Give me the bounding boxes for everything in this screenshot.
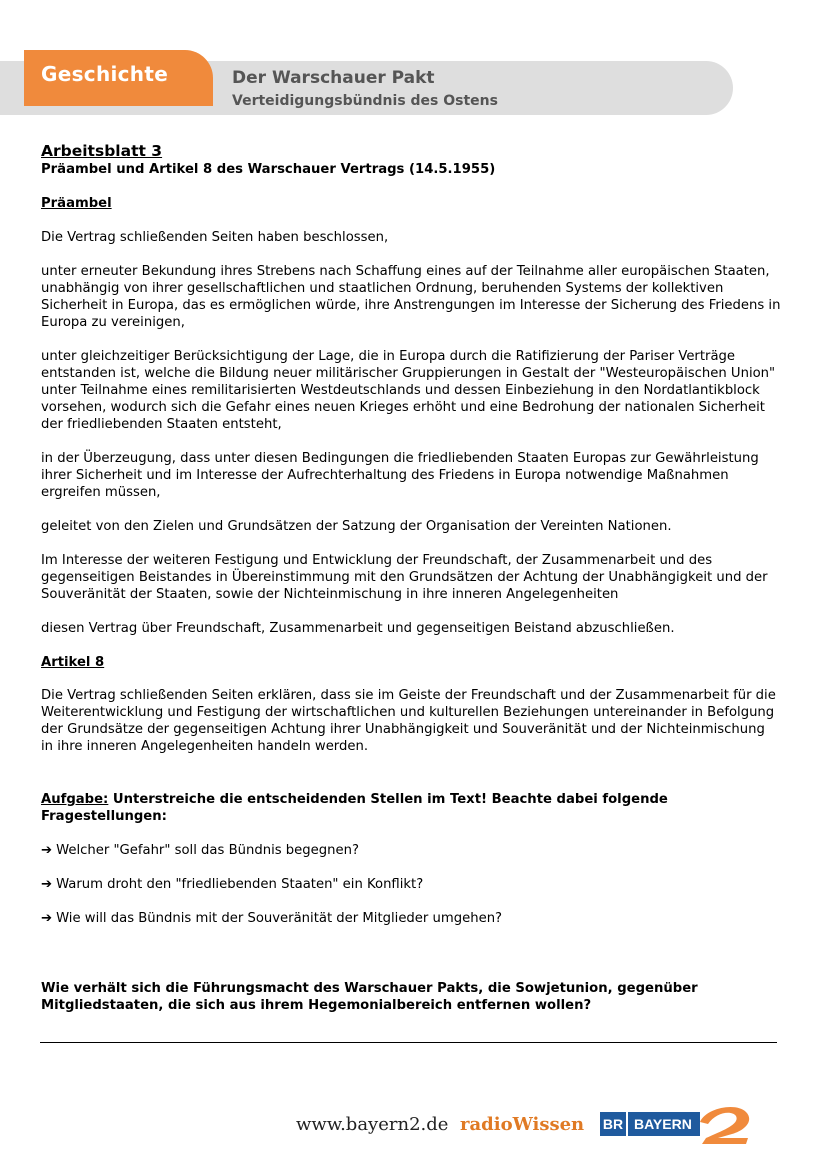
question-item [41, 910, 781, 927]
task-text: Unterstreiche die entscheidenden Stellen im Text! Beachte dabei folgende Fragestellungen: [41, 792, 668, 824]
preamble-paragraph: Im Interesse der weiteren Festigung und Entwicklung der Freundschaft, der Zusammenarbeit und des gegenseitigen Beistandes in Übereinstimmung mit den Grundsätzen der Achtung der Unabhängigkeit und der Souveränität der Staaten, sowie der Nichteinmischung in ihre inneren Angelegenheiten [41, 553, 768, 602]
task-block [41, 791, 781, 825]
question-text: Welcher "Gefahr" soll das Bündnis begegnen? [56, 843, 359, 858]
preamble-paragraph: in der Überzeugung, dass unter diesen Bedingungen die friedliebenden Staaten Europas zur Gewährleistung ihrer Sicherheit und im Interesse der Aufrechterhaltung des Friedens in Europa notwendige Maßnahmen ergreifen müssen, [41, 451, 759, 500]
preamble-paragraph: unter erneuter Bekundung ihres Strebens nach Schaffung eines auf der Teilnahme aller europäischen Staaten, unabhängig von ihrer gesellschaftlichen und staatlichen Ordnung, beruhenden Systems der kollektiven Sicherheit in Europa, das es ermöglichen würde, ihre Anstrengungen im Interesse der Sicherung des Friedens in Europa zu vereinigen, [41, 264, 781, 330]
arrow-right-icon: ➔ [41, 843, 53, 858]
question-text: Wie will das Bündnis mit der Souveränität der Mitglieder umgehen? [56, 911, 503, 926]
page-subtitle: Verteidigungsbündnis des Ostens [232, 93, 498, 109]
number-two-logo-icon [696, 1104, 754, 1144]
worksheet-title: Arbeitsblatt 3 [41, 142, 163, 160]
arrow-right-icon: ➔ [41, 877, 53, 892]
question-item [41, 876, 781, 893]
preamble-paragraph: diesen Vertrag über Freundschaft, Zusammenarbeit und gegenseitigen Beistand abzuschließen. [41, 621, 675, 636]
worksheet-subtitle: Präambel und Artikel 8 des Warschauer Vertrags (14.5.1955) [41, 162, 496, 177]
program-logo: radioWissen [460, 1114, 585, 1135]
preamble-heading: Präambel [41, 196, 112, 211]
question-item [41, 842, 781, 859]
preamble-paragraph: Die Vertrag schließenden Seiten haben beschlossen, [41, 230, 389, 245]
preamble-paragraph: unter gleichzeitiger Berücksichtigung der Lage, die in Europa durch die Ratifizierung der Pariser Verträge entstanden ist, welche die Bildung neuer militärischer Gruppierungen in Gestalt der "Westeuropäischen Union" unter Teilnahme eines remilitarisierten Westdeutschlands und dessen Einbeziehung in den Nordatlantikblock vorsehen, wodurch sich die Gefahr eines neuen Krieges erhöht und eine Bedrohung der nationalen Sicherheit der friedliebenden Staaten entsteht, [41, 349, 776, 432]
answer-line [40, 1042, 777, 1043]
question-text: Warum droht den "friedliebenden Staaten" ein Konflikt? [56, 877, 424, 892]
subject-label: Geschichte [41, 62, 169, 86]
footer-url: www.bayern2.de [296, 1114, 449, 1135]
final-question: Wie verhält sich die Führungsmacht des Warschauer Pakts, die Sowjetunion, gegenüber Mitgliedstaaten, die sich aus ihrem Hegemonialbereich entfernen wollen? [41, 981, 698, 1013]
br-logo-box: BR [600, 1112, 626, 1136]
arrow-right-icon: ➔ [41, 911, 53, 926]
article8-text: Die Vertrag schließenden Seiten erklären, dass sie im Geiste der Freundschaft und der Zusammenarbeit für die Weiterentwicklung und Festigung der wirtschaftlichen und kulturellen Beziehungen untereinander in Befolgung der Grundsätze der gegenseitigen Achtung ihrer Unabhängigkeit und Souveränität und der Nichteinmischung in ihre inneren Angelegenheiten handeln werden. [41, 688, 776, 754]
br-logo-name: BAYERN [628, 1112, 700, 1136]
bayern2-logo [600, 1110, 754, 1138]
worksheet-content [41, 142, 781, 1014]
article8-heading: Artikel 8 [41, 655, 105, 670]
page-title: Der Warschauer Pakt [232, 68, 435, 88]
preamble-paragraph: geleitet von den Zielen und Grundsätzen der Satzung der Organisation der Vereinten Nationen. [41, 519, 672, 534]
task-label: Aufgabe: [41, 792, 109, 807]
